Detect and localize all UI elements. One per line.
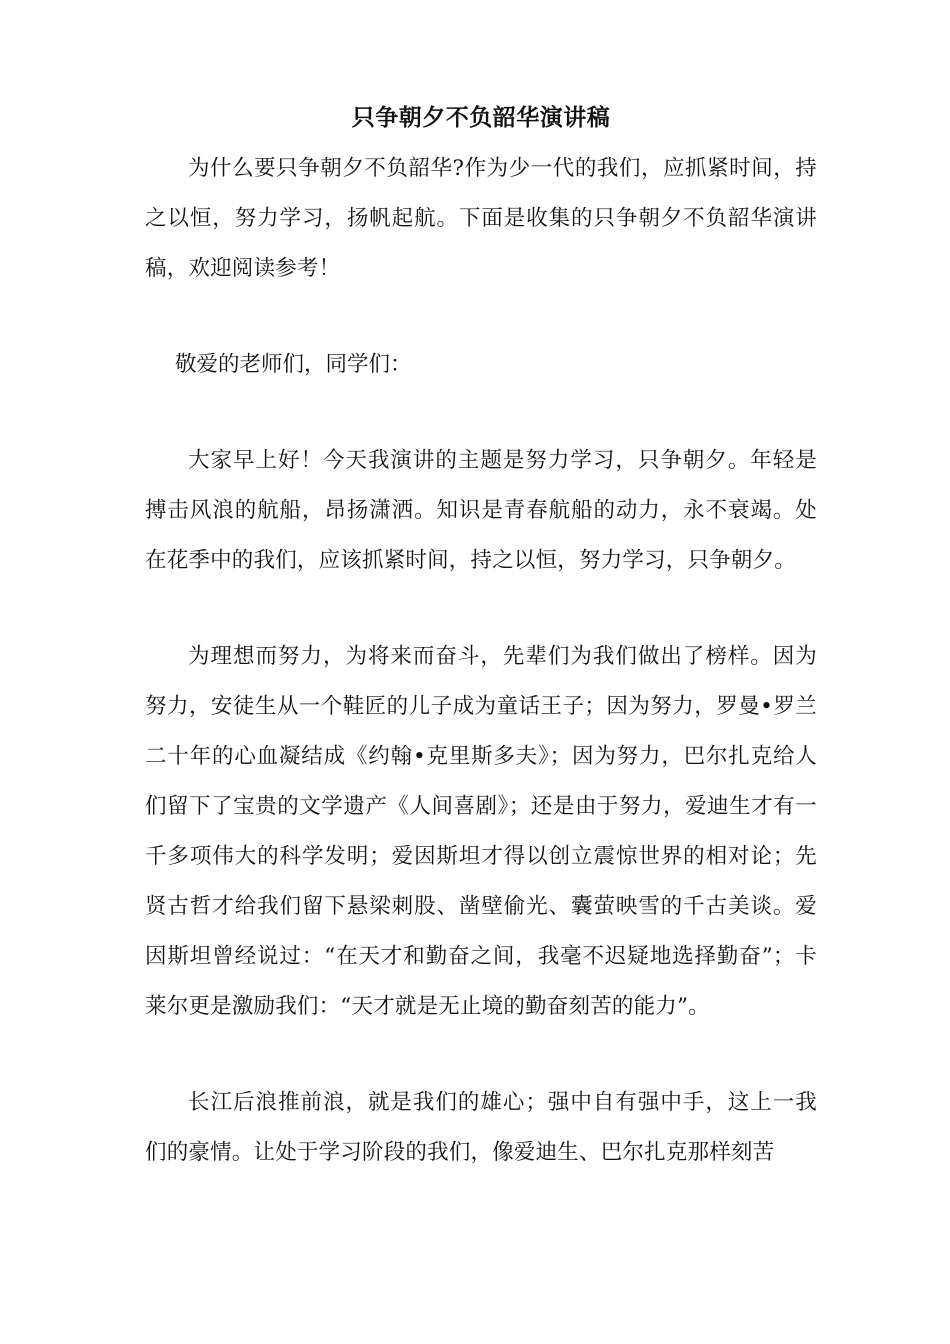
intro-paragraph: 为什么要只争朝夕不负韶华?作为少一代的我们，应抓紧时间，持之以恒，努力学习，扬帆起航。下面是收集的只争朝夕不负韶华演讲稿，欢迎阅读参考！ — [145, 156, 817, 281]
paragraph-gap — [145, 586, 817, 632]
paragraph-gap — [145, 390, 817, 436]
document-page — [145, 100, 817, 1178]
paragraph-gap — [145, 1032, 817, 1078]
body-paragraph-3: 长江后浪推前浪，就是我们的雄心；强中自有强中手，这上一我们的豪情。让处于学习阶段的我们，像爱迪生、巴尔扎克那样刻苦 — [145, 1090, 817, 1165]
body-paragraph-1: 大家早上好！今天我演讲的主题是努力学习，只争朝夕。年轻是搏击风浪的航船，昂扬潇洒。知识是青春航船的动力，永不衰竭。处在花季中的我们，应该抓紧时间，持之以恒，努力学习，只争朝夕。 — [145, 448, 817, 573]
salutation: 敬爱的老师们，同学们： — [175, 352, 412, 377]
body-paragraph-2: 为理想而努力，为将来而奋斗，先辈们为我们做出了榜样。因为努力，安徒生从一个鞋匠的儿子成为童话王子；因为努力，罗曼•罗兰二十年的心血凝结成《约翰•克里斯多夫》；因为努力，巴尔扎克给人们留下了宝贵的文学遗产《人间喜剧》；还是由于努力，爱迪生才有一千多项伟大的科学发明；爱因斯坦才得以创立震惊世界的相对论；先贤古哲才给我们留下悬梁刺股、凿壁偷光、囊萤映雪的千古美谈。爱因斯坦曾经说过：“在天才和勤奋之间，我毫不迟疑地选择勤奋”；卡莱尔更是激励我们：“天才就是无止境的勤奋刻苦的能力”。 — [145, 644, 817, 1019]
paragraph-gap — [145, 294, 817, 340]
document-title: 只争朝夕不负韶华演讲稿 — [351, 104, 611, 131]
